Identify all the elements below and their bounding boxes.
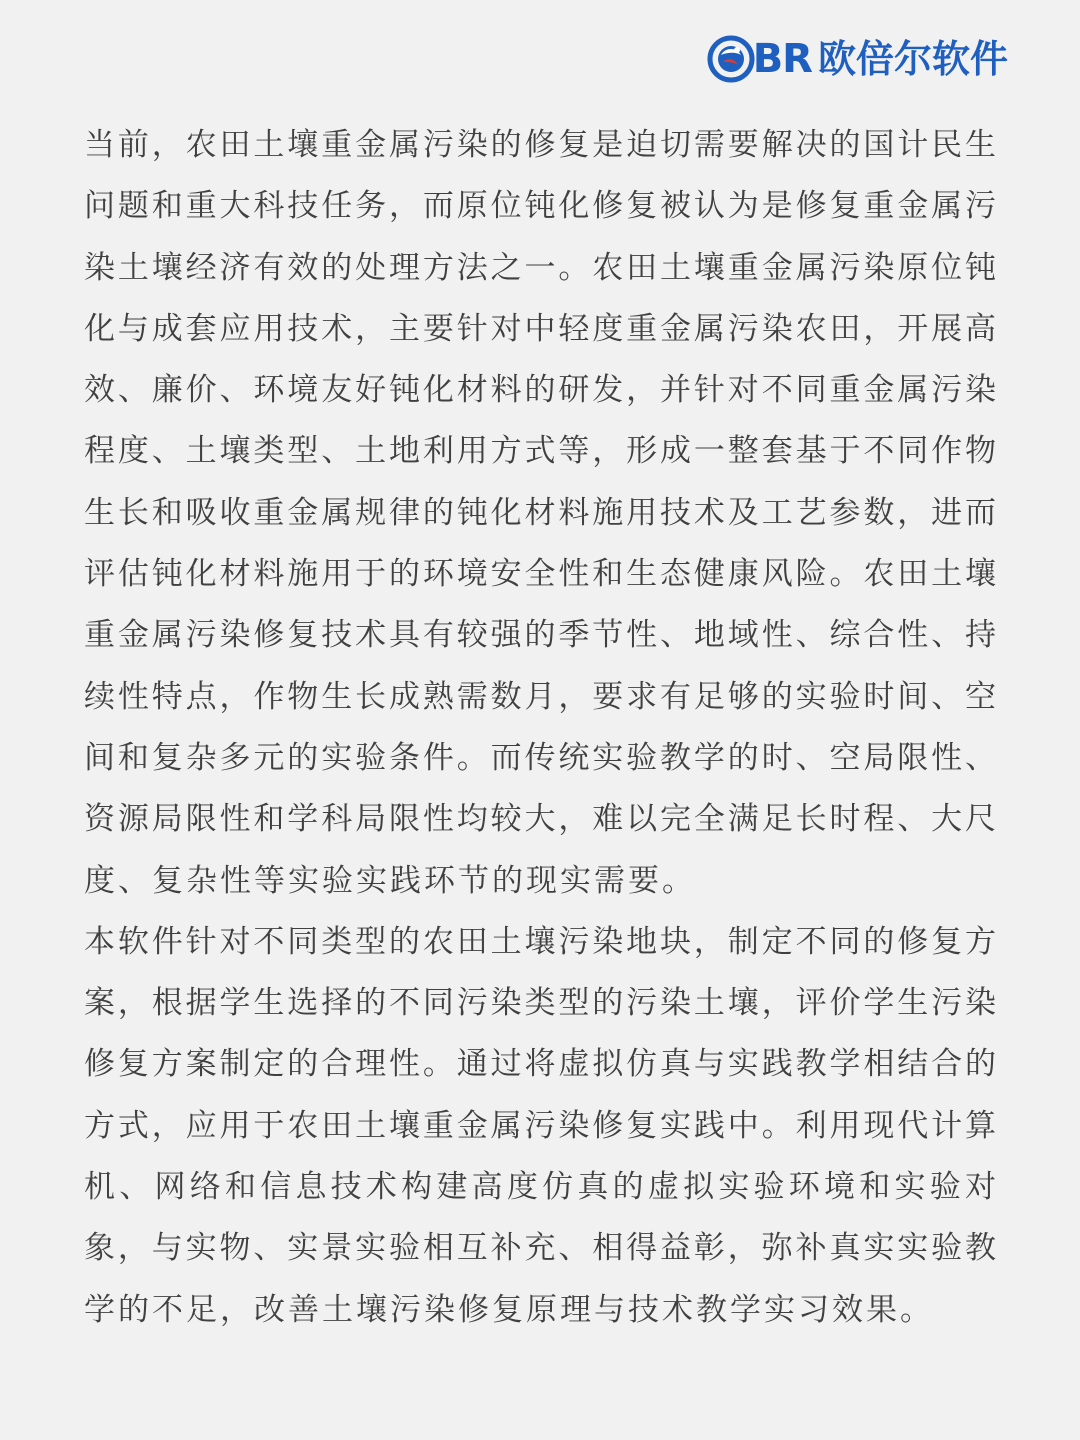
- paragraph-1: [84, 115, 996, 912]
- text-line: 效、廉价、环境友好钝化材料的研发，并针对不同重金属污染: [84, 372, 996, 409]
- text-line: 续性特点，作物生长成熟需数月，要求有足够的实验时间、空: [84, 678, 996, 715]
- text-line: 评估钝化材料施用于的环境安全性和生态健康风险。农田土壤: [84, 556, 996, 593]
- text-line: 生长和吸收重金属规律的钝化材料施用技术及工艺参数，进而: [84, 494, 996, 531]
- globe-logo-icon: [707, 35, 755, 83]
- text-line: 象，与实物、实景实验相互补充、相得益彰，弥补真实实验教: [84, 1230, 996, 1267]
- text-line: 学的不足，改善土壤污染修复原理与技术教学实习效果。: [84, 1291, 934, 1328]
- text-line: 案，根据学生选择的不同污染类型的污染土壤，评价学生污染: [84, 985, 996, 1022]
- text-line: 方式，应用于农田土壤重金属污染修复实践中。利用现代计算: [84, 1107, 996, 1144]
- logo-company-name: 欧倍尔软件: [817, 37, 1008, 81]
- text-line: 重金属污染修复技术具有较强的季节性、地域性、综合性、持: [84, 617, 996, 654]
- text-line: 当前，农田土壤重金属污染的修复是迫切需要解决的国计民生: [84, 127, 996, 163]
- text-line: 度、复杂性等实验实践环节的现实需要。: [84, 862, 696, 899]
- text-line: 问题和重大科技任务，而原位钝化修复被认为是修复重金属污: [84, 188, 996, 225]
- paragraph-2: [84, 912, 996, 1341]
- text-line: 修复方案制定的合理性。通过将虚拟仿真与实践教学相结合的: [84, 1046, 996, 1083]
- text-line: 间和复杂多元的实验条件。而传统实验教学的时、空局限性、: [84, 739, 996, 776]
- brand-logo: [707, 34, 1008, 84]
- text-line: 机、网络和信息技术构建高度仿真的虚拟实验环境和实验对: [84, 1169, 996, 1206]
- text-line: 染土壤经济有效的处理方法之一。农田土壤重金属污染原位钝: [84, 249, 996, 286]
- text-line: 本软件针对不同类型的农田土壤污染地块，制定不同的修复方: [84, 923, 996, 960]
- text-line: 资源局限性和学科局限性均较大，难以完全满足长时程、大尺: [84, 801, 996, 838]
- article-body: [84, 115, 996, 1341]
- text-line: 化与成套应用技术，主要针对中轻度重金属污染农田，开展高: [84, 310, 996, 347]
- logo-abbreviation: BR: [752, 36, 812, 82]
- text-line: 程度、土壤类型、土地利用方式等，形成一整套基于不同作物: [84, 433, 996, 470]
